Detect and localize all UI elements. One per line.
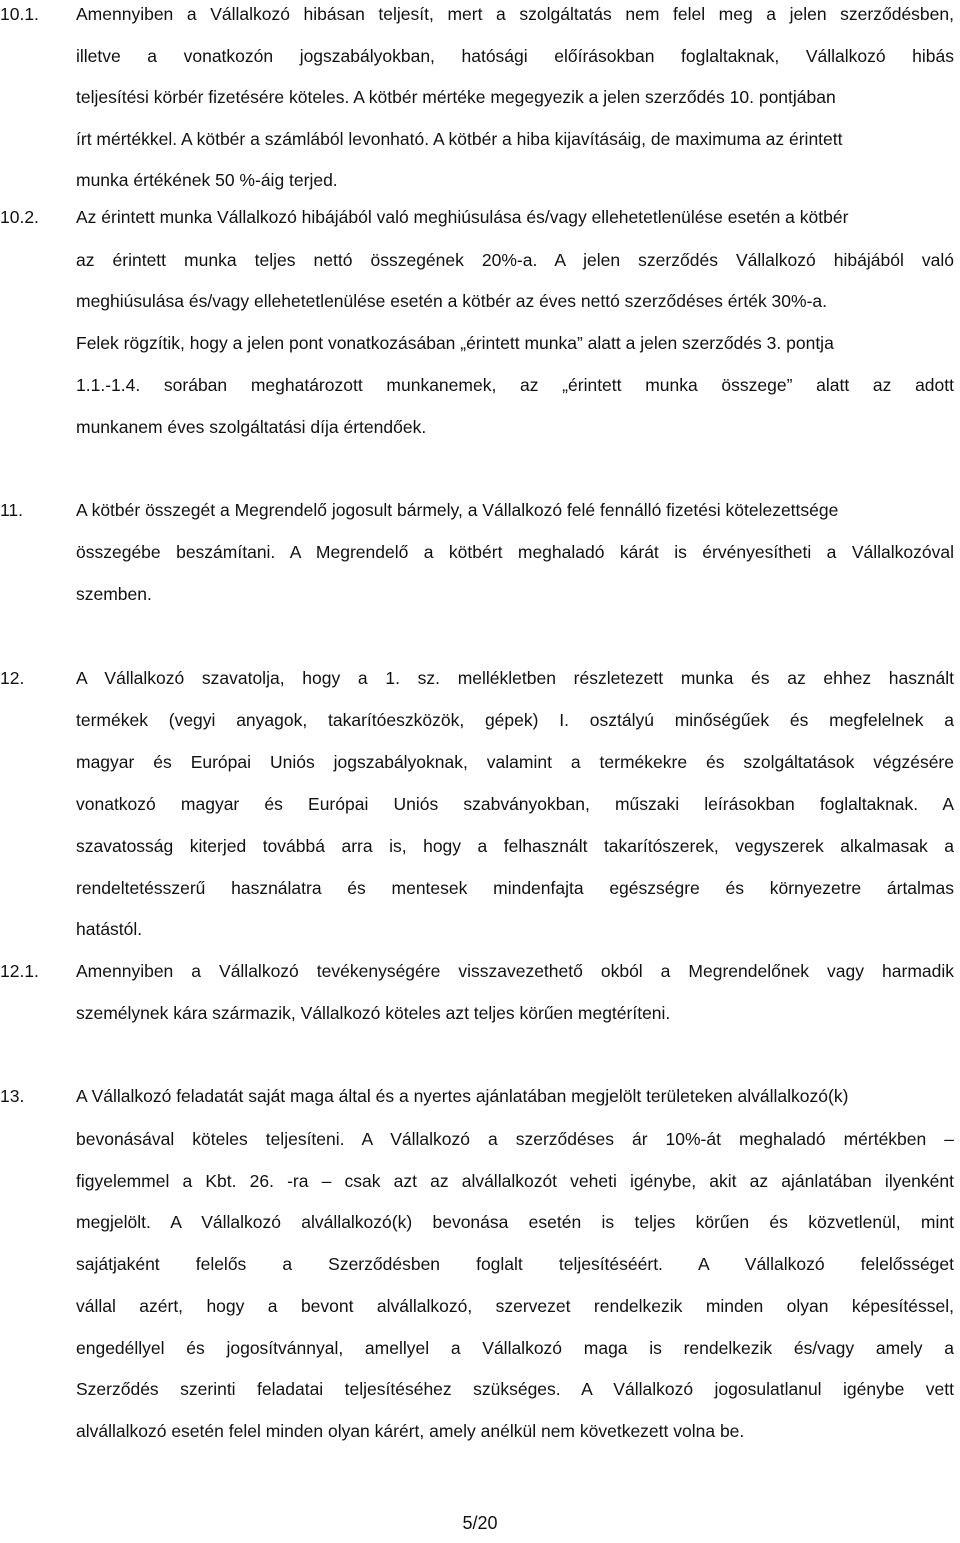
paragraph-line: személynek kára származik, Vállalkozó köteles azt teljes körűen megtéríteni. — [76, 1003, 671, 1023]
paragraph-line: engedéllyel és jogosítvánnyal, amellyel a Vállalkozó maga is rendelkezik és/vagy amely a — [76, 1338, 954, 1358]
paragraph-number: 10.2. — [0, 207, 39, 227]
paragraph-number: 10.1. — [0, 4, 39, 24]
paragraph-line: Amennyiben a Vállalkozó tevékenységére visszavezethető okból a Megrendelőnek vagy harmadik — [76, 961, 954, 981]
paragraph-line: alvállalkozó esetén felel minden olyan kárért, amely anélkül nem következett volna be. — [76, 1421, 745, 1441]
paragraph-number: 13. — [0, 1086, 25, 1106]
paragraph-line: rendeltetésszerű használatra és mentesek mindenfajta egészségre és környezetre ártalmas — [76, 878, 954, 898]
paragraph-line: írt mértékkel. A kötbér a számlából levonható. A kötbér a hiba kijavításáig, de maximuma az érintett — [76, 129, 843, 149]
paragraph-number: 12. — [0, 668, 25, 688]
paragraph-number: 12.1. — [0, 961, 39, 981]
paragraph-line: Szerződés szerinti feladatai teljesítéséhez szükséges. A Vállalkozó jogosulatlanul igénybe vett — [76, 1379, 954, 1399]
paragraph-line: munkanem éves szolgáltatási díja értendőek. — [76, 417, 427, 437]
paragraph-line: szemben. — [76, 584, 152, 604]
paragraph-line: hatástól. — [76, 919, 143, 939]
paragraph-line: munka értékének 50 %-áig terjed. — [76, 170, 338, 190]
paragraph-line: A kötbér összegét a Megrendelő jogosult bármely, a Vállalkozó felé fennálló fizetési kötelezettsége — [76, 500, 839, 520]
paragraph-line: A Vállalkozó feladatát saját maga által és a nyertes ajánlatában megjelölt területeken alvállalkozó(k) — [76, 1086, 849, 1106]
paragraph-line: illetve a vonatkozón jogszabályokban, hatósági előírásokban foglaltaknak, Vállalkozó hibás — [76, 46, 954, 66]
paragraph-line: az érintett munka teljes nettó összegének 20%-a. A jelen szerződés Vállalkozó hibájából való — [76, 250, 954, 270]
paragraph-line: figyelemmel a Kbt. 26. -ra – csak azt az alvállalkozót veheti igénybe, akit az ajánlatában ilyenként — [76, 1171, 954, 1191]
paragraph-line: 1.1.-1.4. sorában meghatározott munkanemek, az „érintett munka összege” alatt az adott — [76, 375, 954, 395]
page-number: 5/20 — [462, 1513, 498, 1533]
paragraph-line: Felek rögzítik, hogy a jelen pont vonatkozásában „érintett munka” alatt a jelen szerződés 3. pontja — [76, 333, 834, 353]
paragraph-line: vonatkozó magyar és Európai Uniós szabványokban, műszaki leírásokban foglaltaknak. A — [76, 794, 954, 814]
paragraph-line: vállal azért, hogy a bevont alvállalkozó, szervezet rendelkezik minden olyan képesítéssel, — [76, 1296, 954, 1316]
paragraph-line: sajátjaként felelős a Szerződésben foglalt teljesítéséért. A Vállalkozó felelősséget — [76, 1254, 954, 1274]
paragraph-line: Amennyiben a Vállalkozó hibásan teljesít, mert a szolgáltatás nem felel meg a jelen szerződésben, — [76, 4, 954, 24]
paragraph-line: meghiúsulása és/vagy ellehetetlenülése esetén a kötbér az éves nettó szerződéses érték 30%-a. — [76, 291, 828, 311]
paragraph-line: A Vállalkozó szavatolja, hogy a 1. sz. mellékletben részletezett munka és az ehhez használt — [76, 668, 954, 688]
paragraph-line: megjelölt. A Vállalkozó alvállalkozó(k) bevonása esetén is teljes körűen és közvetlenül, mint — [76, 1212, 954, 1232]
paragraph-line: bevonásával köteles teljesíteni. A Vállalkozó a szerződéses ár 10%-át meghaladó mértékben – — [76, 1129, 954, 1149]
paragraph-line: magyar és Európai Uniós jogszabályoknak, valamint a termékekre és szolgáltatások végzésére — [76, 752, 954, 772]
paragraph-line: termékek (vegyi anyagok, takarítóeszközök, gépek) I. osztályú minőségűek és megfelelnek a — [76, 710, 954, 730]
paragraph-line: teljesítési körbér fizetésére köteles. A kötbér mértéke megegyezik a jelen szerződés 10. pontjában — [76, 87, 836, 107]
paragraph-line: összegébe beszámítani. A Megrendelő a kötbért meghaladó kárát is érvényesítheti a Vállalkozóval — [76, 542, 954, 562]
paragraph-line: szavatosság kiterjed továbbá arra is, hogy a felhasznált takarítószerek, vegyszerek alkalmasak a — [76, 836, 954, 856]
paragraph-number: 11. — [0, 500, 24, 520]
paragraph-line: Az érintett munka Vállalkozó hibájából való meghiúsulása és/vagy ellehetetlenülése esetén a kötbér — [76, 207, 849, 227]
